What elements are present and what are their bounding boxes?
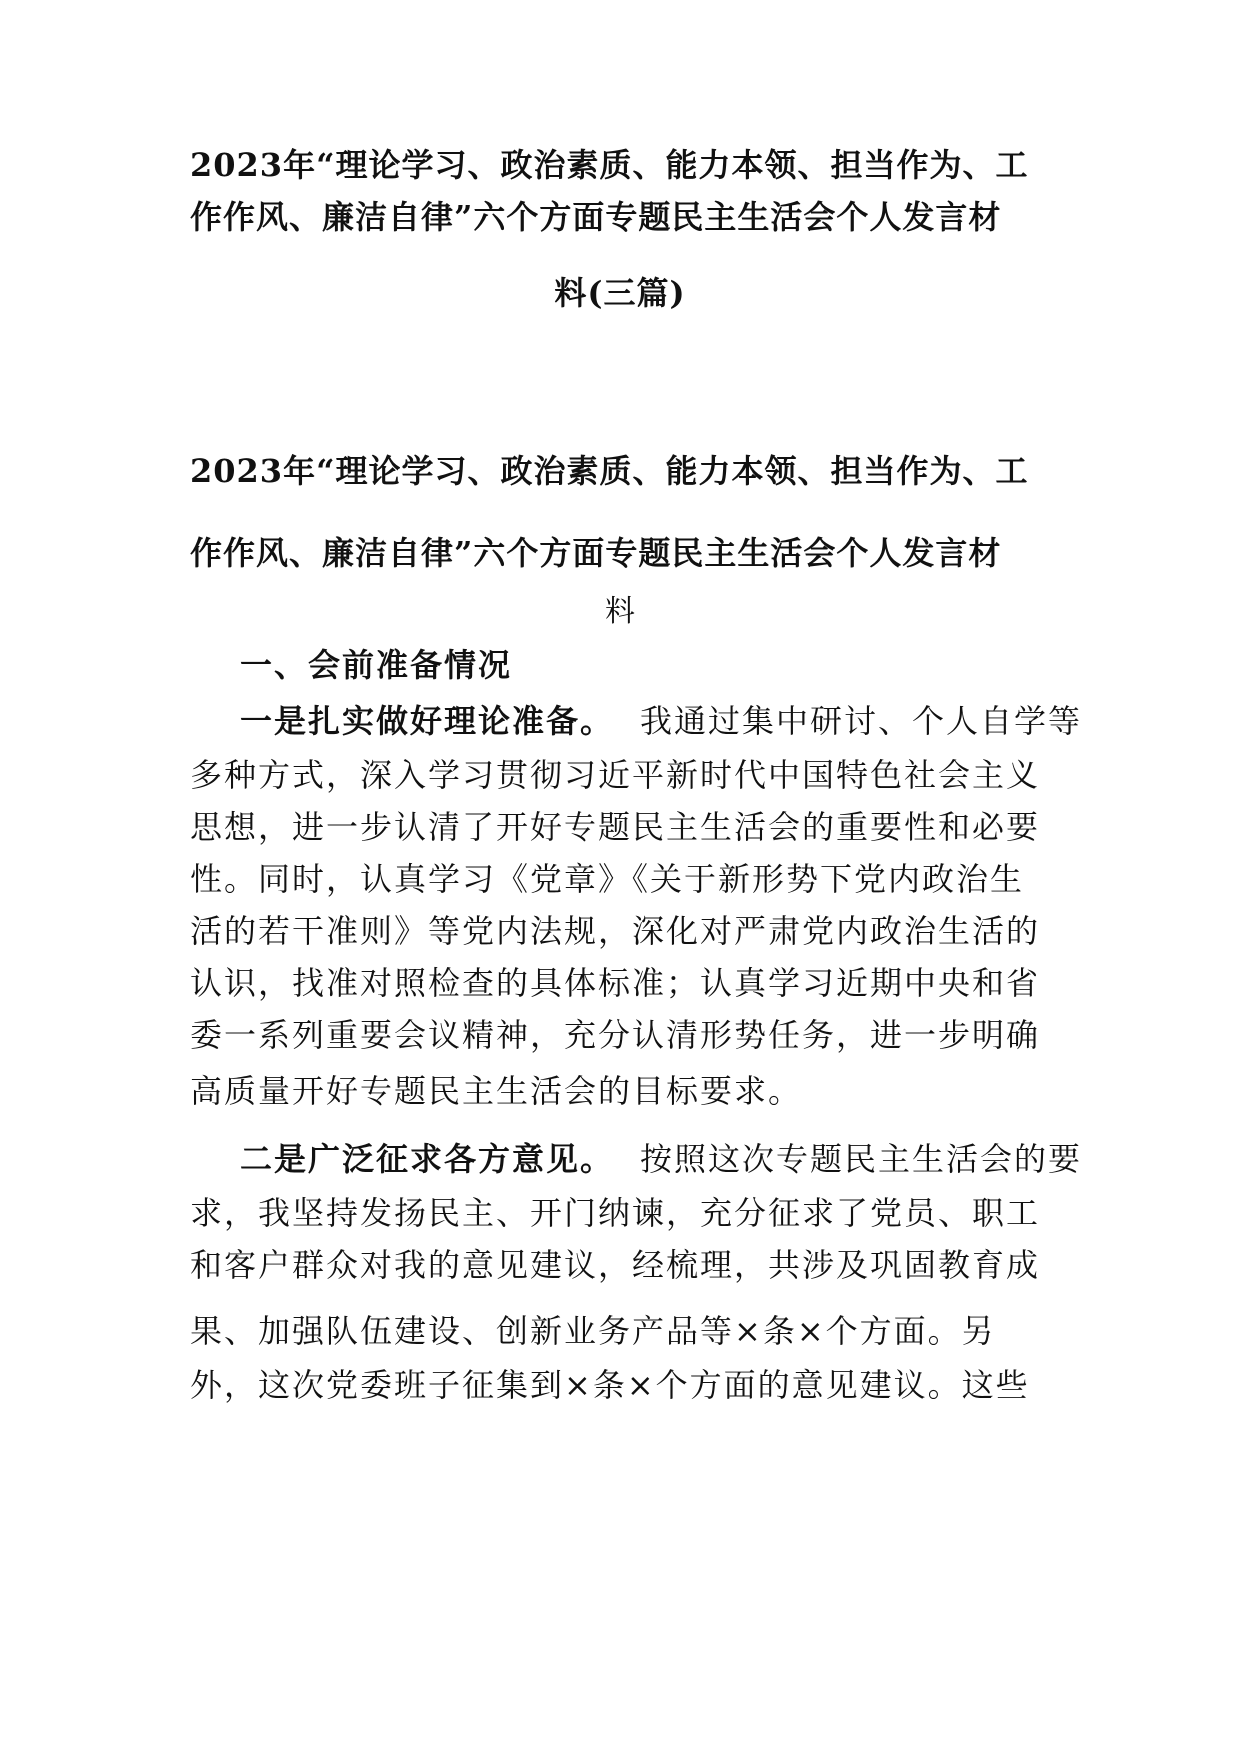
sub-title-line-2: 作作风、廉洁自律”六个方面专题民主生活会个人发言材: [190, 534, 1002, 572]
paragraph-2-line: 和客户群众对我的意见建议，经梳理，共涉及巩固教育成: [190, 1246, 1041, 1284]
section-heading: 一、会前准备情况: [240, 646, 513, 684]
paragraph-1-first-line: [240, 696, 1083, 742]
main-title-line-3: 料(三篇): [554, 274, 686, 312]
paragraph-2-line: 外，这次党委班子征集到×条×个方面的意见建议。这些: [190, 1366, 1030, 1404]
paragraph-2-lead: 二是广泛征求各方意见。: [240, 1140, 615, 1178]
sub-title-line-1: 2023年“理论学习、政治素质、能力本领、担当作为、工: [190, 452, 1029, 490]
paragraph-1-line: 高质量开好专题民主生活会的目标要求。: [190, 1072, 803, 1110]
paragraph-1-line: 认识，找准对照检查的具体标准；认真学习近期中央和省: [190, 964, 1041, 1002]
paragraph-2-line: 按照这次专题民主生活会的要: [640, 1140, 1083, 1178]
paragraph-1-line: 思想，进一步认清了开好专题民主生活会的重要性和必要: [190, 808, 1041, 846]
paragraph-2-line: 果、加强队伍建设、创新业务产品等×条×个方面。另: [190, 1312, 996, 1350]
main-title-line-2: 作作风、廉洁自律”六个方面专题民主生活会个人发言材: [190, 198, 1002, 236]
paragraph-1-line: 多种方式，深入学习贯彻习近平新时代中国特色社会主义: [190, 756, 1041, 794]
paragraph-1-lead: 一是扎实做好理论准备。: [240, 702, 615, 740]
paragraph-1-line: 委一系列重要会议精神，充分认清形势任务，进一步明确: [190, 1016, 1041, 1054]
sub-title-line-3: 料: [605, 594, 635, 629]
paragraph-1-line: 活的若干准则》等党内法规，深化对严肃党内政治生活的: [190, 912, 1041, 950]
paragraph-1-line: 我通过集中研讨、个人自学等: [640, 702, 1083, 740]
paragraph-2-first-line: [240, 1134, 1083, 1180]
paragraph-1-line: 性。同时，认真学习《党章》《关于新形势下党内政治生: [190, 860, 1025, 898]
main-title-line-1: 2023年“理论学习、政治素质、能力本领、担当作为、工: [190, 146, 1029, 184]
paragraph-2-line: 求，我坚持发扬民主、开门纳谏，充分征求了党员、职工: [190, 1194, 1041, 1232]
